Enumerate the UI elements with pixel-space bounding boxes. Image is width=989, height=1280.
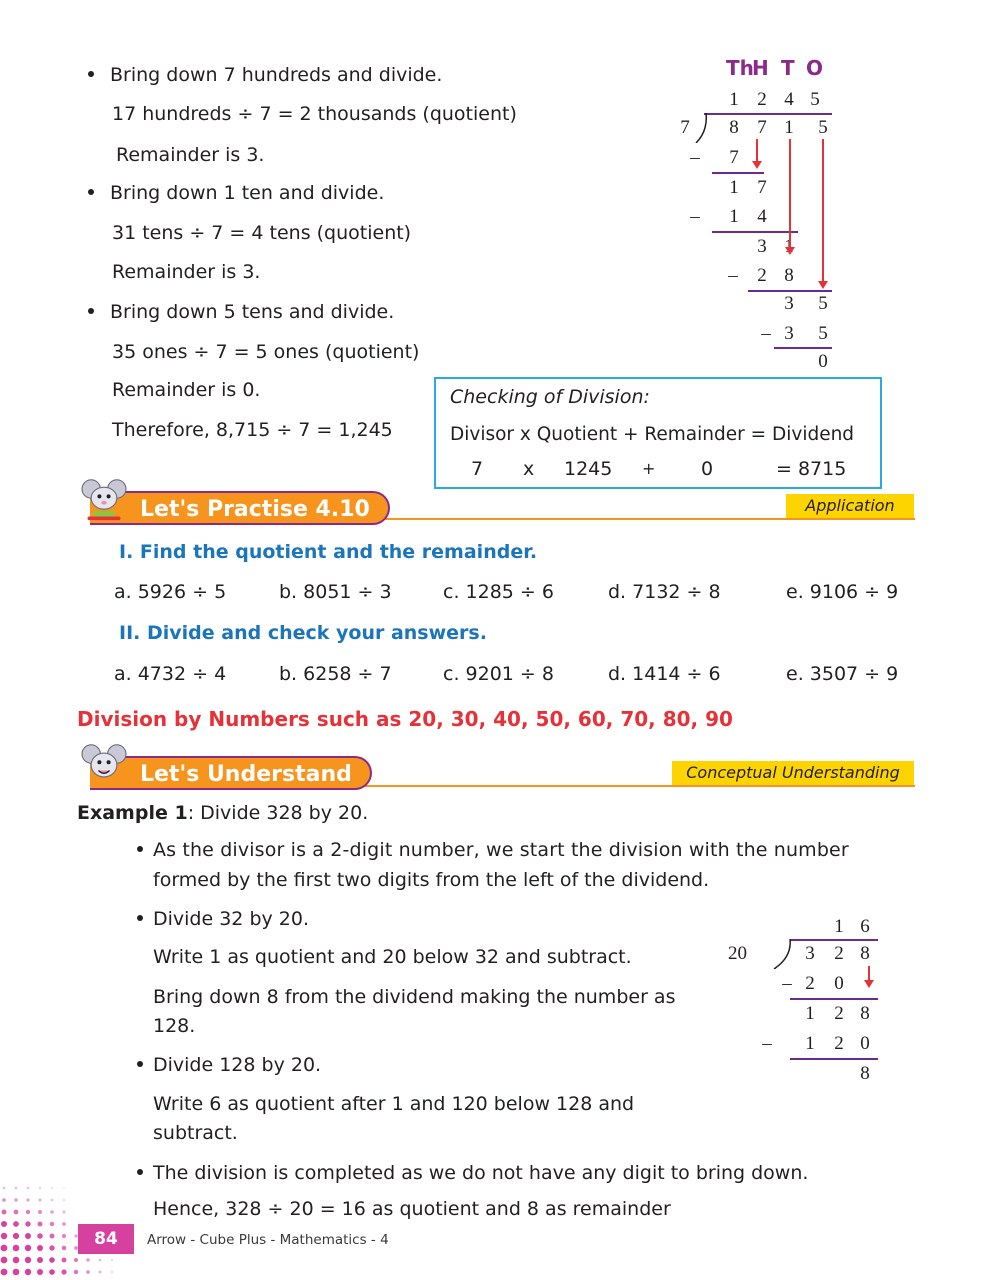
exercise-item: b. 6258 ÷ 7 <box>279 663 392 685</box>
step-digit: 8 <box>784 265 794 286</box>
step-line: Remainder is 3. <box>112 261 261 283</box>
bullet-dot <box>137 846 143 852</box>
checking-box <box>434 377 882 489</box>
minus-sign: – <box>690 147 700 168</box>
bullet-dot <box>137 915 143 921</box>
section-rule <box>320 785 915 787</box>
step-digit: 1 <box>805 1003 815 1024</box>
explanation-line: formed by the first two digits from the left of the dividend. <box>153 869 710 891</box>
minus-sign: – <box>728 265 738 286</box>
subtract-line <box>790 998 878 1000</box>
quotient-digit: 5 <box>810 89 820 110</box>
application-tag: Application <box>786 494 914 518</box>
dividend-digit: 2 <box>834 943 844 964</box>
example-label: Example 1 <box>77 802 188 824</box>
quotient-digit: 1 <box>834 916 844 937</box>
conclusion-line: Hence, 328 ÷ 20 = 16 as quotient and 8 as remainder <box>153 1198 671 1220</box>
mouse-mascot-icon <box>78 743 130 787</box>
dividend-digit: 3 <box>805 943 815 964</box>
therefore-line: Therefore, 8,715 ÷ 7 = 1,245 <box>112 419 393 441</box>
step-title: Divide 32 by 20. <box>153 908 309 930</box>
exercise-item: d. 1414 ÷ 6 <box>608 663 721 685</box>
step-digit: 7 <box>729 147 739 168</box>
practise-heading-2: II. Divide and check your answers. <box>119 622 487 644</box>
step-digit: 1 <box>729 206 739 227</box>
bullet-dot <box>88 189 94 195</box>
example-heading <box>77 801 368 825</box>
place-header-thousands: Th <box>726 56 754 80</box>
bullet-dot <box>88 71 94 77</box>
mouse-mascot-icon <box>78 478 130 522</box>
step-digit: 3 <box>757 236 767 257</box>
quotient-digit: 6 <box>860 916 870 937</box>
remainder-digit: 8 <box>860 1063 870 1084</box>
section-title: Division by Numbers such as 20, 30, 40, 50, 60, 70, 80, 90 <box>77 707 733 731</box>
remainder-digit: 0 <box>818 351 828 372</box>
check-value: 7 <box>471 458 484 480</box>
exercise-item: a. 5926 ÷ 5 <box>114 581 227 603</box>
check-value: + <box>642 459 656 478</box>
explanation-line: subtract. <box>153 1122 238 1144</box>
section-rule <box>340 518 915 520</box>
exercise-item: e. 3507 ÷ 9 <box>786 663 899 685</box>
practise-banner: Let's Practise 4.10 <box>90 491 390 525</box>
subtract-line <box>790 1058 878 1060</box>
quotient-digit: 1 <box>729 89 739 110</box>
dividend-digit: 8 <box>729 117 739 138</box>
explanation-line: 128. <box>153 1015 196 1037</box>
example-text: : Divide 328 by 20. <box>187 802 369 824</box>
check-value: = 8715 <box>776 458 847 480</box>
step-digit: 1 <box>729 177 739 198</box>
explanation-line: Bring down 8 from the dividend making the number as <box>153 986 676 1008</box>
step-digit: 2 <box>757 265 767 286</box>
checking-formula: Divisor x Quotient + Remainder = Dividend <box>450 424 855 445</box>
place-header-hundreds: H <box>752 56 769 80</box>
exercise-item: c. 9201 ÷ 8 <box>443 663 554 685</box>
bring-down-arrow <box>789 139 791 249</box>
subtract-line <box>712 172 764 174</box>
subtract-line <box>748 290 832 292</box>
conceptual-tag: Conceptual Understanding <box>672 761 914 785</box>
step-digit: 4 <box>757 206 767 227</box>
step-title: Divide 128 by 20. <box>153 1054 322 1076</box>
bring-down-arrow <box>756 139 758 163</box>
division-bracket <box>772 939 792 969</box>
subtract-line <box>774 347 832 349</box>
quotient-digit: 4 <box>784 89 794 110</box>
division-bar <box>790 939 878 941</box>
step-digit: 0 <box>834 973 844 994</box>
bring-down-arrow <box>822 139 824 283</box>
exercise-item: a. 4732 ÷ 4 <box>114 663 227 685</box>
check-value: x <box>523 458 535 480</box>
dividend-digit: 1 <box>784 117 794 138</box>
bullet-dot <box>137 1169 143 1175</box>
place-header-tens: T <box>781 56 795 80</box>
exercise-item: e. 9106 ÷ 9 <box>786 581 899 603</box>
bullet-dot <box>137 1061 143 1067</box>
place-header-ones: O <box>806 56 824 80</box>
understand-banner: Let's Understand <box>90 756 372 790</box>
step-digit: 1 <box>805 1033 815 1054</box>
exercise-item: d. 7132 ÷ 8 <box>608 581 721 603</box>
step-digit: 7 <box>757 177 767 198</box>
step-digit: 8 <box>860 1003 870 1024</box>
step-digit: 2 <box>834 1003 844 1024</box>
bullet-dot <box>88 308 94 314</box>
page-number: 84 <box>78 1224 134 1254</box>
minus-sign: – <box>782 973 792 994</box>
divisor: 7 <box>680 117 690 138</box>
step-digit: 5 <box>818 323 828 344</box>
quotient-digit: 2 <box>757 89 767 110</box>
check-value: 1245 <box>564 458 613 480</box>
step-title: Bring down 1 ten and divide. <box>110 182 385 204</box>
step-digit: 3 <box>784 323 794 344</box>
step-digit: 0 <box>860 1033 870 1054</box>
step-digit: 3 <box>784 293 794 314</box>
subtract-line <box>712 231 798 233</box>
minus-sign: – <box>761 323 771 344</box>
explanation-line: Write 6 as quotient after 1 and 120 below 128 and <box>153 1093 635 1115</box>
practise-heading-1: I. Find the quotient and the remainder. <box>119 541 538 563</box>
step-title: Bring down 7 hundreds and divide. <box>110 64 443 86</box>
exercise-item: b. 8051 ÷ 3 <box>279 581 392 603</box>
step-digit: 2 <box>805 973 815 994</box>
division-bracket <box>694 113 710 143</box>
divisor: 20 <box>728 943 747 964</box>
step-title: The division is completed as we do not have any digit to bring down. <box>153 1162 809 1184</box>
step-line: Remainder is 3. <box>116 144 265 166</box>
dividend-digit: 8 <box>860 943 870 964</box>
bring-down-arrow <box>868 966 870 982</box>
dividend-digit: 7 <box>757 117 767 138</box>
step-digit: 5 <box>818 293 828 314</box>
step-line: 31 tens ÷ 7 = 4 tens (quotient) <box>112 222 412 244</box>
explanation-line: Write 1 as quotient and 20 below 32 and subtract. <box>153 946 632 968</box>
minus-sign: – <box>690 206 700 227</box>
exercise-item: c. 1285 ÷ 6 <box>443 581 554 603</box>
checking-title: Checking of Division: <box>450 386 650 408</box>
division-bar <box>704 113 832 115</box>
step-digit: 2 <box>834 1033 844 1054</box>
book-title-footer: Arrow - Cube Plus - Mathematics - 4 <box>147 1232 389 1248</box>
dividend-digit: 5 <box>818 117 828 138</box>
step-line: 35 ones ÷ 7 = 5 ones (quotient) <box>112 341 420 363</box>
minus-sign: – <box>762 1033 772 1054</box>
step-line: Remainder is 0. <box>112 379 261 401</box>
explanation-line: As the divisor is a 2-digit number, we start the division with the number <box>153 839 849 861</box>
step-title: Bring down 5 tens and divide. <box>110 301 395 323</box>
step-line: 17 hundreds ÷ 7 = 2 thousands (quotient) <box>112 103 517 125</box>
check-value: 0 <box>701 458 714 480</box>
